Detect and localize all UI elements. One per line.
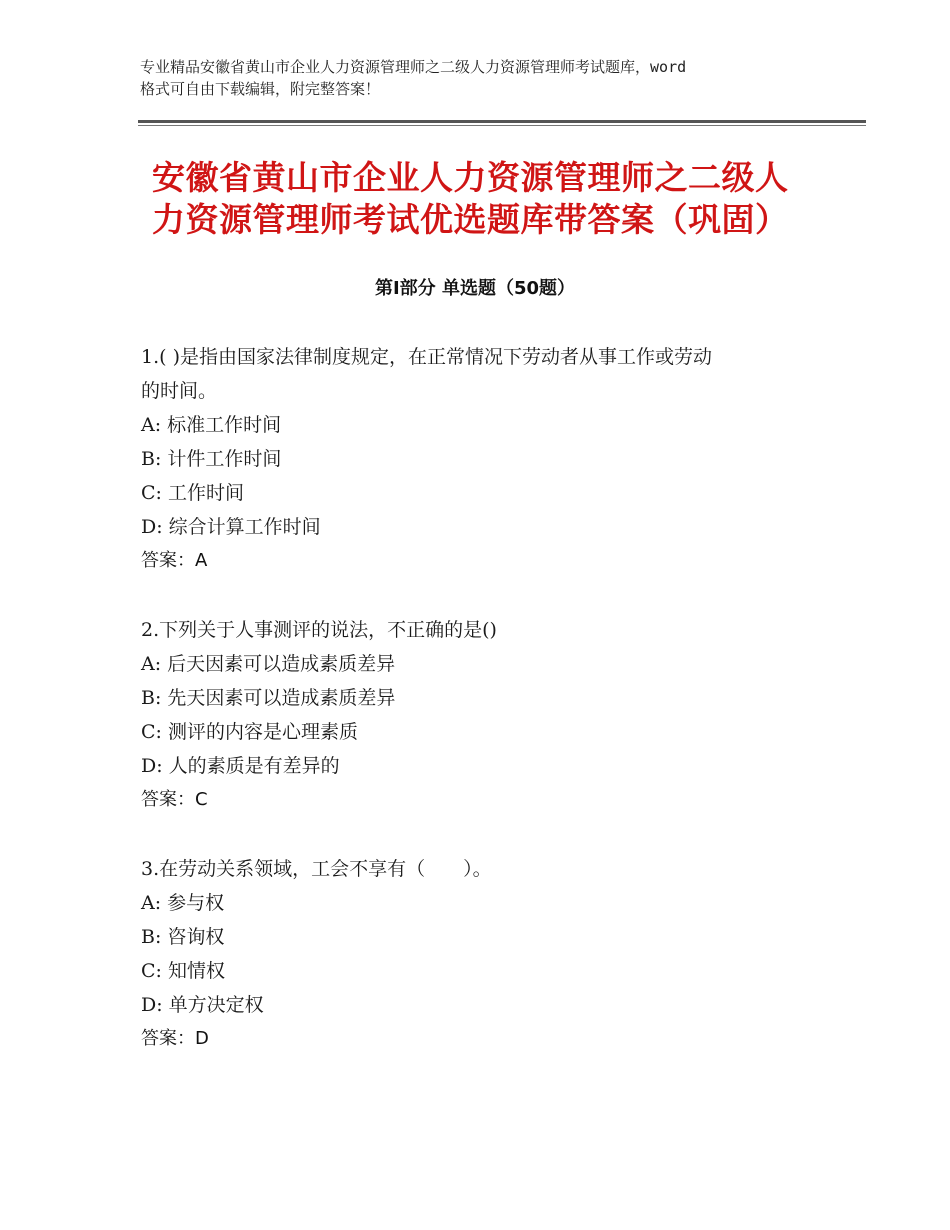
answer-line: 答案：C [141, 789, 208, 810]
question-stem [141, 852, 821, 886]
question-1 [141, 340, 821, 578]
option-c: C: 知情权 [141, 960, 225, 982]
option-d: D: 人的素质是有差异的 [141, 755, 340, 777]
answer-line: 答案：D [141, 1028, 209, 1049]
header-note-line-1: 专业精品安徽省黄山市企业人力资源管理师之二级人力资源管理师考试题库，word [140, 58, 687, 76]
section-title: 第Ⅰ部分 单选题（50题） [374, 278, 575, 299]
option-c: C: 测评的内容是心理素质 [141, 721, 358, 743]
option-d: D: 单方决定权 [141, 994, 264, 1016]
question-stem-line-1: 2.下列关于人事测评的说法，不正确的是() [141, 619, 497, 641]
question-stem-line-2: 的时间。 [141, 380, 218, 402]
question-3 [141, 852, 821, 1056]
question-stem [141, 613, 821, 647]
option-d: D: 综合计算工作时间 [141, 516, 321, 538]
header-rule-thin [138, 125, 866, 126]
option-b: B: 计件工作时间 [141, 448, 282, 470]
question-stem-line-1: 1.( )是指由国家法律制度规定，在正常情况下劳动者从事工作或劳动 [141, 346, 712, 368]
option-b: B: 先天因素可以造成素质差异 [141, 687, 396, 709]
document-title-line-1: 安徽省黄山市企业人力资源管理师之二级人 [152, 158, 789, 197]
option-c: C: 工作时间 [141, 482, 244, 504]
header-rule-thick [138, 120, 866, 123]
question-stem [141, 340, 821, 408]
question-2 [141, 613, 821, 817]
option-b: B: 咨询权 [141, 926, 225, 948]
header-note [140, 56, 830, 100]
option-a: A: 后天因素可以造成素质差异 [141, 653, 396, 675]
option-a: A: 参与权 [141, 892, 225, 914]
document-title-line-2: 力资源管理师考试优选题库带答案（巩固） [152, 200, 789, 239]
question-stem-line-1: 3.在劳动关系领域，工会不享有（ ）。 [141, 858, 492, 880]
document-title [152, 157, 842, 241]
answer-line: 答案：A [141, 550, 208, 571]
header-note-line-2: 格式可自由下载编辑，附完整答案！ [140, 80, 381, 98]
option-a: A: 标准工作时间 [141, 414, 282, 436]
